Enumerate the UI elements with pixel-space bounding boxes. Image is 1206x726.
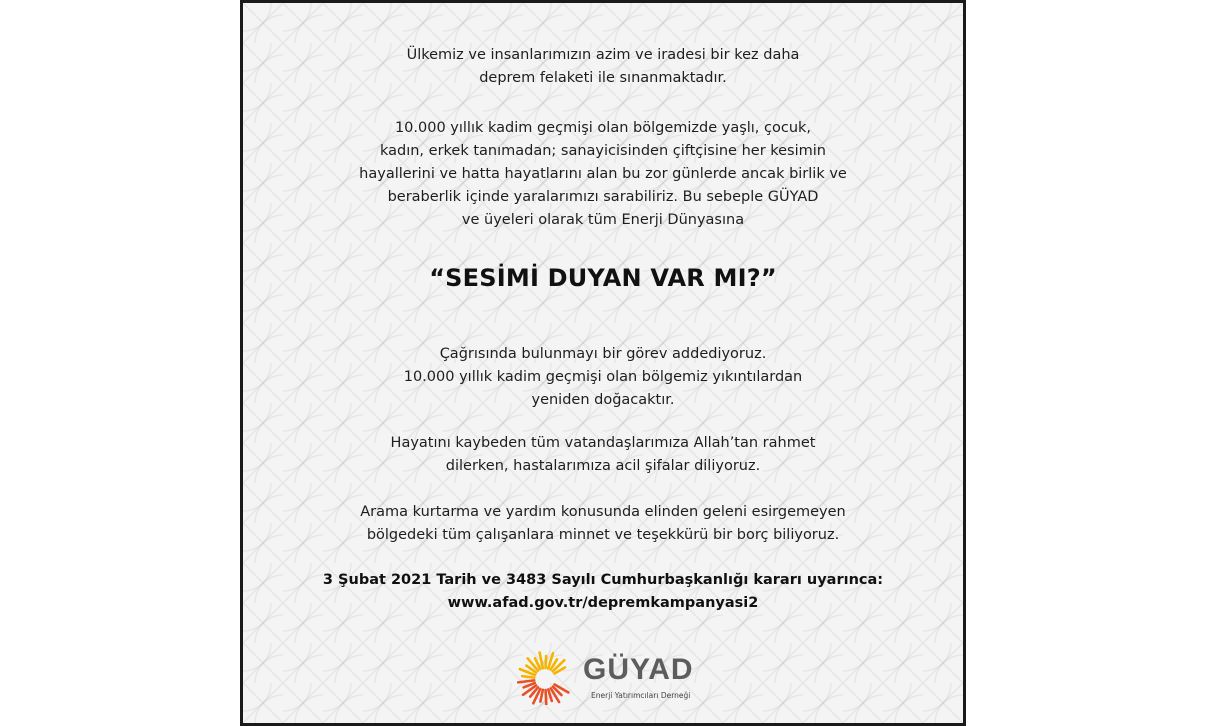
campaign-url[interactable]: www.afad.gov.tr/depremkampanyasi2 xyxy=(447,595,759,611)
sun-ray xyxy=(518,680,534,682)
guyad-logo xyxy=(511,649,711,709)
sun-ray xyxy=(540,690,542,702)
call-line-1: Çağrısında bulunmayı bir görev addediyoruz. xyxy=(439,346,767,362)
history-line-1: 10.000 yıllık kadim geçmişi olan bölgemizde yaşlı, çocuk, xyxy=(394,120,812,136)
history-line-2: kadın, erkek tanımadan; sanayicisinden çiftçisine her kesimin xyxy=(379,143,826,159)
history-line-4: beraberlik içinde yaralarımızı sarabiliriz. Bu sebeple GÜYAD xyxy=(387,189,819,205)
call-paragraph xyxy=(243,343,963,412)
gratitude-line-1: Arama kurtarma ve yardım konusunda elinden geleni esirgemeyen xyxy=(360,504,846,520)
condolence-line-2: dilerken, hastalarımıza acil şifalar diliyoruz. xyxy=(445,458,761,474)
campaign-decree: 3 Şubat 2021 Tarih ve 3483 Sayılı Cumhurbaşkanlığı kararı uyarınca: xyxy=(322,572,884,588)
sun-ray xyxy=(522,676,534,677)
logo-wordmark: GÜYAD xyxy=(583,653,694,686)
intro-line-2: deprem felaketi ile sınanmaktadır. xyxy=(479,70,727,86)
history-paragraph xyxy=(243,117,963,232)
history-line-3: hayallerini ve hatta hayatlarını alan bu zor günlerde ancak birlik ve xyxy=(359,166,847,182)
intro-paragraph xyxy=(243,44,963,90)
campaign-info xyxy=(243,569,963,615)
sun-ray xyxy=(546,656,547,668)
sun-ray xyxy=(540,653,543,669)
condolence-paragraph xyxy=(243,432,963,478)
call-line-2: 10.000 yıllık kadim geçmişi olan bölgemiz yıkıntılardan xyxy=(403,369,803,385)
call-line-3: yeniden doğacaktır. xyxy=(531,392,675,408)
logo-subtitle: Enerji Yatırımcıları Derneği xyxy=(591,691,691,700)
intro-line-1: Ülkemiz ve insanlarımızın azim ve iradesi bir kez daha xyxy=(406,47,800,63)
gratitude-paragraph xyxy=(243,501,963,547)
condolence-poster xyxy=(240,0,966,726)
history-line-5: ve üyeleri olarak tüm Enerji Dünyasına xyxy=(461,212,745,228)
headline: “SESİMİ DUYAN VAR MI?” xyxy=(429,264,777,292)
sun-ray xyxy=(546,690,547,705)
sunburst-icon xyxy=(511,649,573,705)
gratitude-line-2: bölgedeki tüm çalışanlara minnet ve teşekkürü bir borç biliyoruz. xyxy=(366,527,840,543)
condolence-line-1: Hayatını kaybeden tüm vatandaşlarımıza Allah’tan rahmet xyxy=(390,435,816,451)
